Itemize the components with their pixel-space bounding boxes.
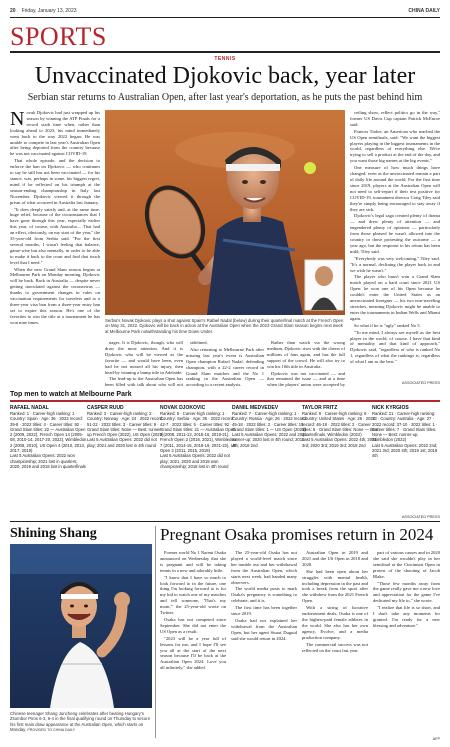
- story-paragraph: Frances Tiafoe, an American who reached the US Open semifinals, said: "We want the biggest players playing in the biggest tournaments in the world, regardless of everything else. We're trying to sell a product at the end of the day, and you want those big names at the big events.": [350, 128, 440, 164]
- main-subhead: Serbian star returns to Australian Open, after last year's deportation, as he puts the past behind him: [27, 92, 423, 103]
- player-details: Ranked: 7 · Career-high ranking: 1 · Country: Russia · Age: 26 · 2022 record: 45-18 · 2022 titles: 2 · Career titles: 15 · Grand Slam titles: 1 — US Open (2021): [232, 411, 307, 432]
- player-name: DANIIL MEDVEDEV: [232, 405, 279, 411]
- story-paragraph: part of various causes and in 2020 she said she wouldn't play in her semifinal at the Cincinnati Open in protest of the shooting of Jacob Blake.: [373, 550, 440, 579]
- player-card: [10, 405, 88, 469]
- main-byline: ASSOCIATED PRESS: [401, 381, 440, 385]
- osaka-col-2: [231, 550, 297, 742]
- story-paragraph: The player who hasn't won a Grand Slam match played on a hard court since 2021 US Open: he won one of his Open because he couldn't enter the United States as an unvaccinated foreigner — his two non-traveling stretches, meaning Djokovic might be unable to enter the tournaments in Indian Wells and Miami again.: [350, 274, 440, 321]
- story-paragraph: The lead-up to the Australian Open has been filled with talk about who will not: [105, 376, 183, 387]
- story-paragraph: With a string of lucrative endorsement deals, Osaka is one of the highest-paid female athletes in the world. She also has her own agency, Evolve, and a media production company.: [302, 605, 368, 640]
- player-notes: Last 5 Australian Opens: 2022 won championship; 2021 lost in quarters; 2020, 2019 and 2018 lost in quarterfinals: [10, 453, 86, 469]
- bottom-section-rule: [10, 521, 440, 522]
- player-details: Ranked: 1 · Career-high ranking: 1 · Country: Spain · Age: 36 · 2022 record: 39-8 · 2022 titles: 4 · Career titles: 92 · Grand Slam titles: 22 — Australian Open 2 (2009, 2022), French Open 14 (2005-08, 2010-14, 2017-20, 2022), Wimbledon 2 (2008, 2010), US Open 4 (2010, 2013, 2017, 2019): [10, 411, 87, 454]
- story-paragraph: That whole episode, and the decision to enforce the ban on Djokovic — who continues to say he still has not been vaccinated — for his stance, was, perhaps in some, his biggest regret, mind if he reflected on his triumph at the season-ending championship in Italy last November. Djokovic viewed it through the prism of what occurred in Australia last January.: [10, 158, 100, 205]
- player-name: CASPER RUUD: [87, 405, 124, 411]
- osaka-byline: AFP: [432, 737, 440, 741]
- osaka-col-4: [373, 550, 440, 732]
- player-notes: Last 5 Australian Opens: 2022 did not play; 2021, 2020 and 2019 won championship; 2018 lost in 4th round: [160, 453, 230, 469]
- story-paragraph: The world media posts to mark Osaka's pregnancy is something to celebrate, and it is.: [231, 586, 297, 604]
- main-headline: Unvaccinated Djokovic back, year later: [34, 63, 416, 89]
- page-number: 20: [10, 8, 16, 14]
- story-paragraph: The 25-year-old Osaka has not played a world-level match since her tumble out and her withdrawal from the Australian Open, which starts next week, had handed many observers.: [231, 550, 297, 585]
- story-paragraph: "2023 will be a year full of lessons for me, and I hope I'll see you all at the start of the next season because I'll be back at the Australian Open 2024. Love you all infinitely," she added.: [160, 635, 226, 671]
- player-name: TAYLOR FRITZ: [302, 405, 338, 411]
- stats-rule: [10, 400, 440, 402]
- section-title: SPORTS: [10, 22, 107, 51]
- story-paragraph: "Those few months away from the game really gave me a new love and appreciation for the game I've dedicated my life to," she wrote.: [373, 580, 440, 604]
- main-story-col-1: [10, 110, 100, 386]
- story-paragraph: Osaka has not competed since September. She did not enter the US Open as a result.: [160, 616, 226, 634]
- story-paragraph: Rather than watch via the wrong medium, Djokovic rises with the cheers of millions of fans again, and has the full support of the crowd. He will also try to win his 10th title in Australia.: [267, 340, 345, 369]
- story-paragraph: Osaka had not explained her withdrawal from the Australian Open, but her agent Stuart Duguid said she would return in 2024.: [231, 617, 297, 641]
- story-paragraph: "I realize that life is so short, and I don't take any moments for granted. I'm ready for a new blessing and adventure.": [373, 605, 440, 628]
- story-paragraph: When the new Grand Slam season begins at Melbourne Park on Monday morning, Djokovic will be back. Back in Australia — despite never getting inoculated against the coronavirus — thanks to government changes in rules on vaccination requirements for travelers and to a three-year visa ban from a three-year entry ban set to expire this season. He's one of the favorites to win the title at a tournament he has won nine times.: [10, 266, 100, 325]
- player-card: [302, 405, 380, 448]
- paper-name: CHINA DAILY: [408, 8, 440, 14]
- osaka-col-3: [302, 550, 368, 742]
- player-details: Ranked: 9 · Career-high ranking: 8 · Country: United States · Age: 25 · 2022 record: 46-18 · 2022 titles: 3 · Career titles: 5 · Grand Slam titles: None — Best: quarterfinals, Wimbledon (2022): [302, 411, 380, 438]
- story-paragraph: "I know that I have so much to look forward to in the future, one thing I'm looking forward to is for my kid to watch one of my matches and tell someone, 'That's my mom,'" the 25-year-old wrote on Twitter.: [160, 574, 226, 616]
- page-header: [10, 6, 440, 16]
- main-story-col-2: [105, 340, 183, 387]
- player-card: [160, 405, 238, 469]
- player-card: [232, 405, 310, 448]
- story-paragraph: One measure of how much things have changed: even as the unvaccinated remain a part of daily life around the world. For the first time since 2019, players at the Australian Open will not need to self-report if their test positive for COVID-19, tournament director Craig Tiley said they're simply being encouraged to stay away if they are sick.: [350, 165, 440, 212]
- section-rule: [10, 51, 440, 53]
- story-paragraph: "To me mind, I always see myself as the best player in the world, of course. I have that kind of mentality and that kind of approach," Djokovic said, "regardless of who is ranked No 1, regardless of what the rankings is, regardless of what I am as the best.": [350, 329, 440, 365]
- player-name: NICK KYRGIOS: [372, 405, 409, 411]
- djokovic-photo: [105, 110, 345, 315]
- story-paragraph: ceiling show, reflect politics go in the way," former US Davis Cup captain Patrick McEnroe said.: [350, 110, 440, 127]
- story-paragraph: Novak Djokovic had just wrapped up his season by winning the ATP Finals for a record sixth time when, rather than looking ahead to 2023, his mind immediately went back to the way 2022 began: He was unable to compete in last year's Australian Open after being deported from the country because he was not vaccinated against COVID-19.: [10, 110, 100, 157]
- shang-photo: [10, 544, 152, 708]
- photo-credit: PROVIDED TO CHINA DAILY: [27, 728, 76, 733]
- player-details: Ranked: 3 · Career-high ranking: 2 · Country: Norway · Age: 24 · 2022 record: 51-22 · 2022 titles: 3 · Career titles: 9 · Grand Slam titles: None — Best: runner-up French Open (2022), US Open (2022): [87, 411, 164, 438]
- header-rule: [10, 17, 440, 18]
- drop-cap: N: [10, 110, 25, 130]
- main-story-col-4: [267, 340, 345, 387]
- story-kicker: TENNIS: [214, 56, 236, 62]
- story-paragraph: So what if he is "ugly" ranked No 5.: [354, 322, 421, 328]
- story-paragraph: Djokovic's legal saga created plenty of drama — and drew plenty of attention — and engendered plenty of opinions — particularly from those pleased he wasn't allowed into the country or those protesting the outcome — a year ago, but the response to his return has been mild, Tiley said.: [350, 213, 440, 254]
- story-paragraph: Djokovic was not vaccinated — and that remained the issue — and at a time when the players' union were accepted by: [267, 370, 345, 387]
- story-paragraph: Australian Open in 2019 and 2021 and the US Open in 2018 and 2020.: [302, 550, 368, 567]
- osaka-col-1: [160, 550, 226, 742]
- story-paragraph: She had been open about her struggles with mental health, including depression in the past and took a break from the sport after she withdrew from the 2021 French Open.: [302, 568, 368, 604]
- story-paragraph: The first time has been together since 2019.: [231, 605, 297, 617]
- column-divider: [155, 526, 156, 738]
- story-paragraph: sidelined.: [190, 340, 208, 345]
- story-paragraph: Former world No 1 Naomi Osaka announced on Wednesday that she is pregnant and will be taking tennis in a new and adorably little.: [160, 550, 226, 573]
- player-notes: Last 5 Australian Opens: 2022 did not play; 2021 and 2020 lost in 4th round: [87, 437, 157, 448]
- shining-title: Shining Shang: [10, 526, 97, 541]
- stats-byline: ASSOCIATED PRESS: [401, 515, 440, 519]
- story-paragraph: nages. It is Djokovic, though, who will draw the most attention. And it is Djokovic who will be viewed as the favorite — and would have been, even had he not missed all his injury, then head-by winning a bump title in Adelaide.: [105, 340, 183, 375]
- player-card: [372, 405, 440, 459]
- issue-date: Friday, January 13, 2023: [21, 8, 77, 14]
- player-notes: Last 5 Australian Opens: 2022 4th; 2021 3rd; 2020 3rd; 2019 3rd; 2018 2nd: [302, 437, 377, 448]
- main-story-col-3: [186, 340, 264, 387]
- story-paragraph: Also returning to Melbourne Park after missing last year's event is Australian Open champion Rafael Nadal, defending champion, with a 22-2 career record in Grand Slam matches and the No 1 ranking in the Australian Open — according to a recent analysis.: [186, 346, 264, 387]
- story-paragraph: "It does deeply satisfy and, at the same time, huge relief, because of the circumstances that I have gone through this year, especially earlier this year, of course, with Australia.... That had an effect, obviously, on my start of the year," the 35-year-old from Serbia said. "For the first several months, I wasn't feeling that balance, game-wise but also mentally, in order to be able to make it back to the court and find that touch level that I need.": [10, 206, 100, 265]
- player-name: RAFAEL NADAL: [10, 405, 49, 411]
- player-notes: Last 5 Australian Opens: 2022 2nd; 2021 3rd; 2020 4th; 2019 1st; 2018 4th: [372, 442, 438, 459]
- story-paragraph: "Everybody was very welcoming," Tiley said. "It's a normal, declining the player back in and we wish he wasn't.": [350, 255, 440, 273]
- player-details: Ranked: 21 · Career-high ranking: 13 · Country: Australia · Age: 27 · 2022 record: 37-10 · 2022 titles: 1 · Career titles: 7 · Grand Slam titles: None — Best: runner-up, Wimbledon (2022): [372, 411, 438, 443]
- main-photo-caption: Serbia's Novak Djokovic plays a shot against Spain's Rafael Nadal (below) during their quarterfinal match at the French Open on May 31, 2022. Djokovic will be back in action at the Australian Open when the 2023 Grand Slam season begins next week at Melbourne Park notwithstanding his time Down Under.: [105, 318, 344, 334]
- player-details: Ranked: 5 · Career-high ranking: 1 · Country: Serbia · Age: 35 · 2022 record: 42-7 · 2022 titles: 5 · Career titles: 92 · Grand Slam titles: 21 — Australian Open 9 (2008, 2011-13, 2015-16, 2019-21), French Open 2 (2016, 2021), Wimbledon 7 (2011, 2014-15, 2018-19, 2021-22), US Open 3 (2011, 2015, 2018): [160, 411, 237, 454]
- story-paragraph: The commercial success was not reflected on the court last year.: [302, 641, 368, 653]
- player-notes: Last 5 Australian Opens: 2022 and 2021 runner-up; 2020 lost in 4th round; 2019 4th; 2018 2nd: [232, 432, 307, 448]
- shang-photo-caption: Chinese teenager Shang Juncheng celebrates after beating Hungary's Zsombor Piros 6-3, 6-4 in the final qualifying round on Thursday to secure his first main draw appearance at the Australian Open, which starts on Monday. PROVIDED TO CHINA DAILY: [10, 711, 151, 733]
- player-name: NOVAK DJOKOVIC: [160, 405, 206, 411]
- main-story-col-5: [350, 110, 440, 378]
- osaka-headline: Pregnant Osaka promises return in 2024: [160, 525, 434, 544]
- stats-title: Top men to watch at Melbourne Park: [10, 391, 132, 398]
- player-card: [87, 405, 165, 448]
